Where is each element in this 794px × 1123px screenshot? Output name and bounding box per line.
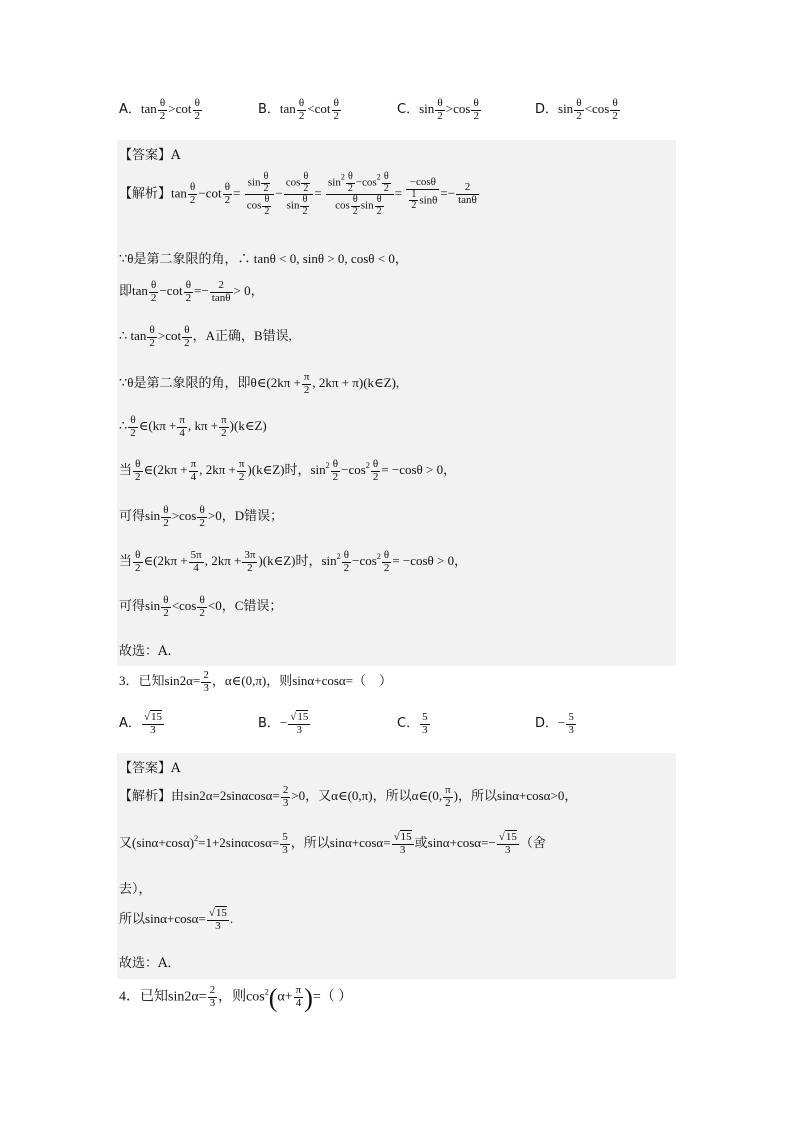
q2-option-a: A．tan $\frac{\theta}{2}$ >cot $\frac{\theta}{2}$	[119, 97, 201, 122]
q3-analysis-line4: 所以sinα+cosα= $\frac{√15}{3}$ .	[119, 907, 234, 932]
q2-case2-line: 当 $\frac{\theta}{2}$ ∈(2kπ + $\frac{5\pi}{4}$ , 2kπ + $\frac{3\pi}{2}$ )(k∈Z)时，$\sin^2$ $\frac{\theta}{2}$ $-\cos^2$ $\frac{\theta}{2}$ = −cosθ > 0，	[119, 549, 468, 574]
q2-ji-line: 即tan $\frac{\theta}{2}$ −cot $\frac{\theta}{2}$ =− $\frac{2}{\tan\theta}$ > 0，	[119, 279, 264, 304]
q2-solution-block	[117, 140, 676, 666]
q3-option-a: A． $\frac{√15}{3}$	[119, 711, 162, 736]
q2-option-d: D．sin $\frac{\theta}{2}$ <cos $\frac{\theta}{2}$	[535, 97, 618, 122]
q2-answer: 【答案】A	[119, 148, 181, 163]
q3-analysis-line1: 【解析】由sin2α=2sinαcosα= $\frac{2}{3}$ >0，又α∈(0,π)，所以α∈(0, $\frac{\pi}{2}$ )，所以sinα+cosα>0，	[119, 784, 578, 809]
q3-option-d: D．− $\frac{5}{3}$	[535, 711, 574, 736]
q2-half-angle-line: ∴ $\frac{\theta}{2}$ ∈(kπ + $\frac{\pi}{4}$ , kπ + $\frac{\pi}{2}$ )(k∈Z)	[119, 414, 267, 439]
q3-option-b: B．− $\frac{√15}{3}$	[258, 711, 309, 736]
q4-stem: 4．已知sin2α= $\frac{2}{3}$ ，则$\cos^2(\alpha+$ $\frac{\pi}{4}$ )=（ ）	[119, 983, 353, 1013]
q2-case2-result: 可得sin $\frac{\theta}{2}$ <cos $\frac{\theta}{2}$ <0，C错误；	[119, 594, 283, 619]
q2-conclusion: 故选：A.	[119, 644, 172, 659]
q2-ab-line: ∴ tan $\frac{\theta}{2}$ >cot $\frac{\theta}{2}$ ，A正确，B错误,	[119, 324, 292, 349]
q2-case1-result: 可得sin $\frac{\theta}{2}$ >cos $\frac{\theta}{2}$ >0，D错误；	[119, 504, 284, 529]
q2-quadrant-line: ∵θ是第二象限的角，∴ tanθ < 0, sinθ > 0, cosθ < 0，	[119, 251, 408, 266]
q2-option-b: B．tan $\frac{\theta}{2}$ <cot $\frac{\theta}{2}$	[258, 97, 340, 122]
q3-conclusion: 故选：A．	[119, 956, 181, 971]
q2-case1-line: 当 $\frac{\theta}{2}$ ∈(2kπ + $\frac{\pi}{4}$ , 2kπ + $\frac{\pi}{2}$ )(k∈Z)时，$\sin^2$ $\frac{\theta}{2}$ $-\cos^2$ $\frac{\theta}{2}$ = −cosθ > 0，	[119, 458, 457, 483]
q3-answer: 【答案】A	[119, 761, 181, 776]
q2-range-line: ∵θ是第二象限的角，即θ∈(2kπ + $\frac{\pi}{2}$ , 2kπ + π)(k∈Z),	[119, 371, 400, 396]
q3-stem: 3．已知sin2α= $\frac{2}{3}$ ，α∈(0,π)，则sinα+cosα=（ ）	[119, 669, 393, 694]
q3-analysis-line3: 去），	[119, 882, 152, 897]
q3-option-c: C． $\frac{5}{3}$	[397, 711, 428, 736]
q3-analysis-line2: 又$(\sin\alpha+\cos\alpha)^2=1+2\sin\alpha\cos\alpha=$ $\frac{5}{3}$ ，所以sinα+cosα= $\frac{√15}{3}$ 或sinα+cosα=− $\frac{√15}{3}$ （舍	[119, 831, 546, 856]
q2-analysis-expression: 【解析】tan $\frac{\theta}{2}$ −cot $\frac{\theta}{2}$ = sin $\frac{\theta}{2}$ cos $\frac{\theta}{2}$ − cos $\frac{\theta}{2}$ sin $\frac{\theta}{2}$ = $\sin^2$ $\frac{\theta}{2}$ $-\cos^2$ $\frac{\theta}{2}$ cos $\frac{\theta}{2}$ sin $\frac{\theta}{2}$ = −cosθ $\frac{1}{2}$ sinθ =− $\frac{2}{\tan\theta}$	[119, 171, 477, 217]
q2-option-c: C．sin $\frac{\theta}{2}$ >cos $\frac{\theta}{2}$	[397, 97, 479, 122]
